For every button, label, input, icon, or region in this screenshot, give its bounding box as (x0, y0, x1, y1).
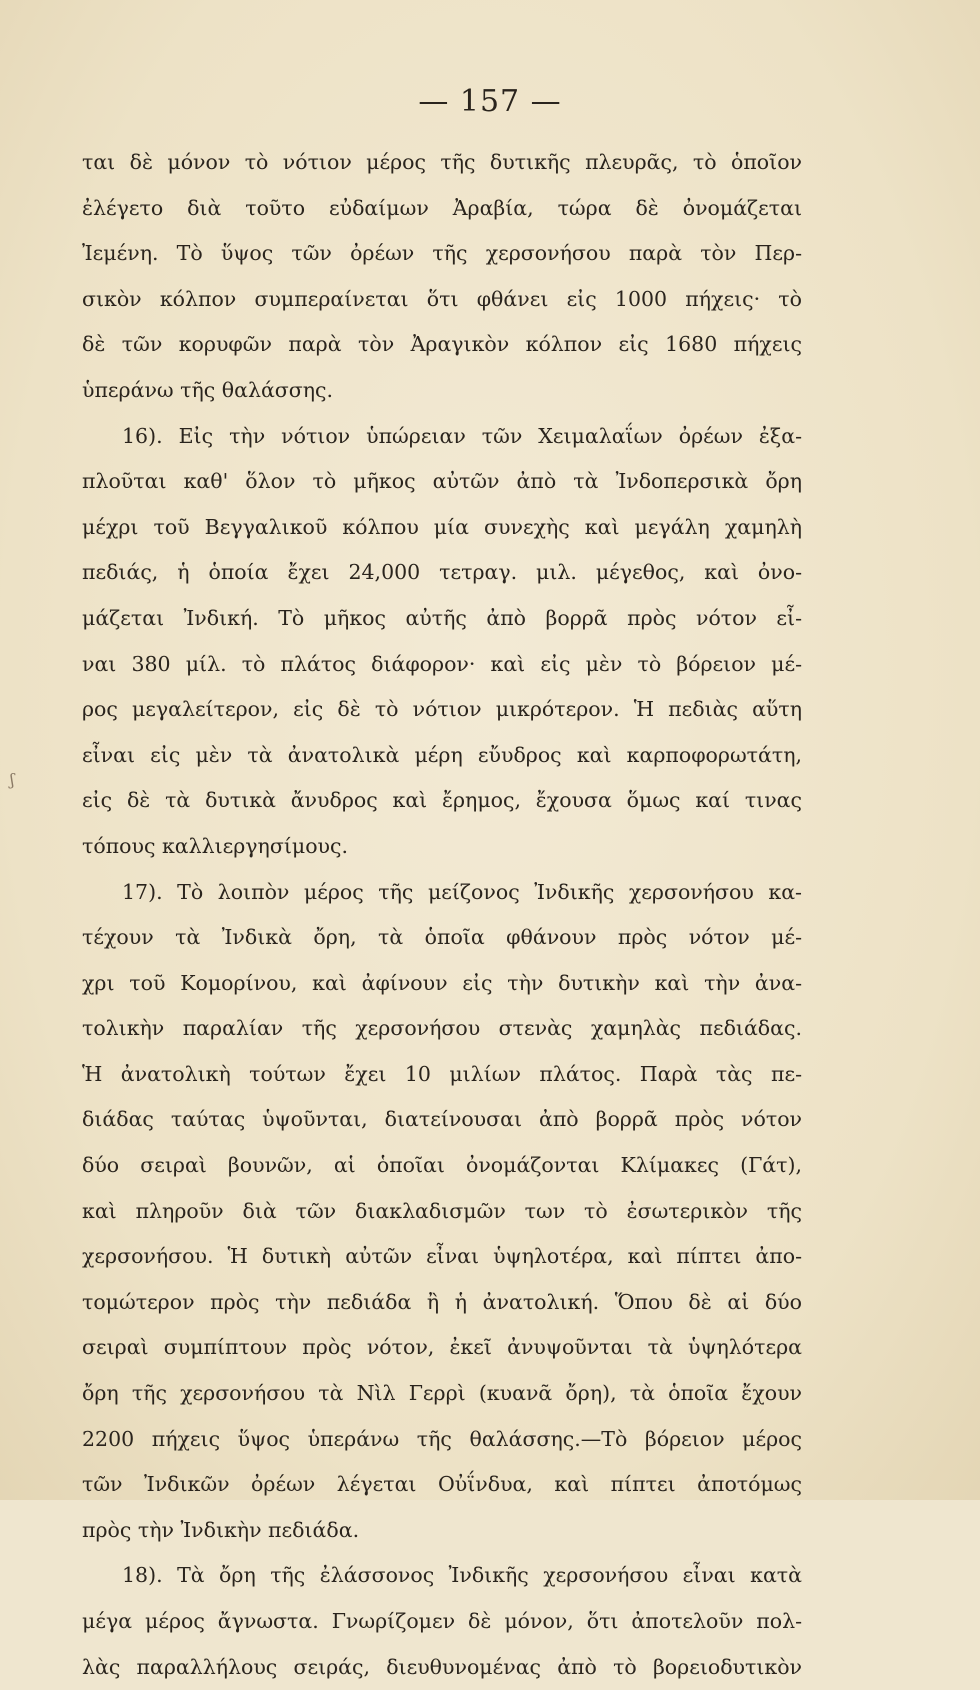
text-line: διάδας ταύτας ὑψοῦνται, διατείνουσαι ἀπὸ βορρᾶ πρὸς νότον (82, 1107, 802, 1132)
paragraph-start-18: 18). Τὰ ὄρη τῆς ἐλάσσονος Ἰνδικῆς χερσονήσου εἶναι κατὰ (122, 1563, 802, 1588)
text-line: χερσονήσου. Ἡ δυτικὴ αὐτῶν εἶναι ὑψηλοτέρα, καὶ πίπτει ἀπο- (82, 1244, 802, 1269)
text-line: Ἡ ἀνατολικὴ τούτων ἔχει 10 μιλίων πλάτος. Παρὰ τὰς πε- (82, 1061, 802, 1086)
paragraph-start-16: 16). Εἰς τὴν νότιον ὑπώρειαν τῶν Χειμαλαΐων ὀρέων ἐξα- (122, 423, 802, 448)
text-line: τέχουν τὰ Ἰνδικὰ ὄρη, τὰ ὁποῖα φθάνουν πρὸς νότον μέ- (82, 925, 802, 950)
text-line: τῶν Ἰνδικῶν ὀρέων λέγεται Οὐΐνδυα, καὶ πίπτει ἀποτόμως (82, 1472, 802, 1497)
text-line: πλοῦται καθ' ὅλον τὸ μῆκος αὐτῶν ἀπὸ τὰ Ἰνδοπερσικὰ ὄρη (82, 469, 802, 494)
text-line: μέχρι τοῦ Βεγγαλικοῦ κόλπου μία συνεχὴς καὶ μεγάλη χαμηλὴ (82, 514, 802, 539)
body-text (82, 140, 802, 1690)
text-line: ται δὲ μόνον τὸ νότιον μέρος τῆς δυτικῆς πλευρᾶς, τὸ ὁποῖον (82, 150, 802, 174)
margin-mark-icon: ʃ (10, 770, 15, 789)
text-line: δὲ τῶν κορυφῶν παρὰ τὸν Ἀραγικὸν κόλπον εἰς 1680 πήχεις (82, 332, 802, 357)
text-line: τόπους καλλιεργησίμους. (82, 833, 348, 858)
text-line: μάζεται Ἰνδική. Τὸ μῆκος αὐτῆς ἀπὸ βορρᾶ πρὸς νότον εἶ- (82, 605, 802, 630)
text-line: λὰς παραλλήλους σειράς, διευθυνομένας ἀπὸ τὸ βορειοδυτικὸν (82, 1654, 802, 1679)
text-line: σικὸν κόλπον συμπεραίνεται ὅτι φθάνει εἰς 1000 πήχεις· τὸ (82, 286, 802, 311)
text-line: ναι 380 μίλ. τὸ πλάτος διάφορον· καὶ εἰς μὲν τὸ βόρειον μέ- (82, 651, 802, 676)
text-line: τομώτερον πρὸς τὴν πεδιάδα ἢ ἡ ἀνατολική. Ὅπου δὲ αἱ δύο (82, 1289, 802, 1314)
text-line: πρὸς τὴν Ἰνδικὴν πεδιάδα. (82, 1517, 360, 1542)
text-line: εἶναι εἰς μὲν τὰ ἀνατολικὰ μέρη εὔυδρος καὶ καρποφορωτάτη, (82, 742, 802, 767)
text-line: ὄρη τῆς χερσονήσου τὰ Νὶλ Γερρὶ (κυανᾶ ὄρη), τὰ ὁποῖα ἔχουν (82, 1381, 802, 1406)
text-line: ὑπεράνω τῆς θαλάσσης. (82, 377, 334, 402)
text-line: εἰς δὲ τὰ δυτικὰ ἄνυδρος καὶ ἔρημος, ἔχουσα ὅμως καί τινας (82, 788, 802, 813)
page-number: — 157 — (418, 84, 562, 119)
text-line: ρος μεγαλείτερον, εἰς δὲ τὸ νότιον μικρότερον. Ἡ πεδιὰς αὕτη (82, 697, 802, 722)
text-line: 2200 πήχεις ὕψος ὑπεράνω τῆς θαλάσσης.—Τὸ βόρειον μέρος (82, 1426, 802, 1451)
text-line: πεδιάς, ἡ ὁποία ἔχει 24,000 τετραγ. μιλ. μέγεθος, καὶ ὀνο- (82, 560, 802, 585)
text-line: μέγα μέρος ἄγνωστα. Γνωρίζομεν δὲ μόνον, ὅτι ἀποτελοῦν πολ- (82, 1609, 802, 1633)
text-line: ἐλέγετο διὰ τοῦτο εὐδαίμων Ἀραβία, τώρα δὲ ὀνομάζεται (82, 195, 802, 220)
text-line: σειραὶ συμπίπτουν πρὸς νότον, ἐκεῖ ἀνυψοῦνται τὰ ὑψηλότερα (82, 1335, 802, 1360)
text-line: Ἰεμένη. Τὸ ὕψος τῶν ὀρέων τῆς χερσονήσου παρὰ τὸν Περ- (82, 241, 802, 266)
text-line: χρι τοῦ Κομορίνου, καὶ ἀφίνουν εἰς τὴν δυτικὴν καὶ τὴν ἀνα- (82, 970, 802, 995)
paragraph-start-17: 17). Τὸ λοιπὸν μέρος τῆς μείζονος Ἰνδικῆς χερσονήσου κα- (122, 879, 802, 904)
text-line: δύο σειραὶ βουνῶν, αἱ ὁποῖαι ὀνομάζονται Κλίμακες (Γάτ), (82, 1153, 802, 1178)
text-line: τολικὴν παραλίαν τῆς χερσονήσου στενὰς χαμηλὰς πεδιάδας. (82, 1016, 802, 1041)
text-line: καὶ πληροῦν διὰ τῶν διακλαδισμῶν των τὸ ἐσωτερικὸν τῆς (82, 1198, 802, 1223)
